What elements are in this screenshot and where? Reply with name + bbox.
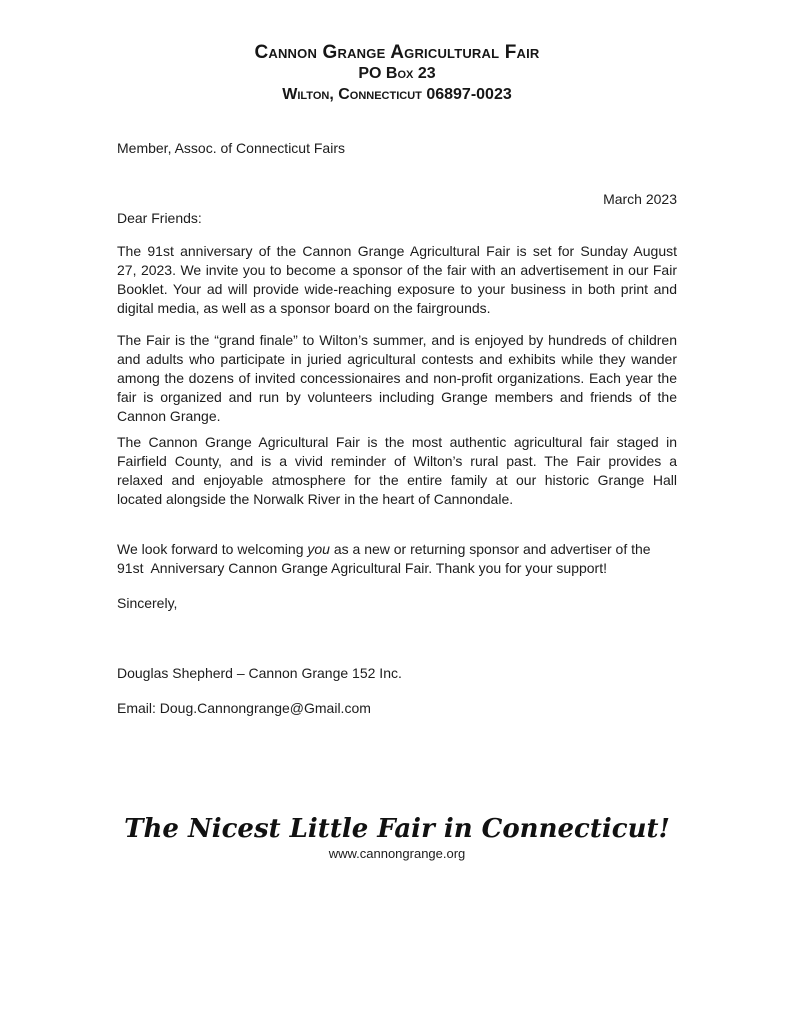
letter-body [117, 242, 677, 578]
member-line: Member, Assoc. of Connecticut Fairs [117, 140, 345, 156]
paragraph-line: The Cannon Grange Agricultural Fair is the most authentic agricultural fair staged in [117, 434, 677, 450]
paragraph-line: among the dozens of invited concessionaires and non-profit organizations. Each year the [117, 370, 677, 386]
email-line: Email: Doug.Cannongrange@Gmail.com [117, 700, 371, 716]
footer-tagline: The Nicest Little Fair in Connecticut! [124, 814, 670, 844]
paragraph [117, 433, 677, 509]
letterhead-city-line: Wilton, Connecticut 06897-0023 [282, 86, 512, 103]
paragraph [117, 242, 677, 318]
letterhead [117, 0, 677, 105]
paragraph [117, 331, 677, 426]
paragraph-line: 27, 2023. We invite you to become a sponsor of the fair with an advertisement in our Fair [117, 262, 677, 278]
paragraph-line: Cannon Grange. [117, 408, 221, 424]
paragraph-line: located alongside the Norwalk River in the heart of Cannondale. [117, 491, 514, 507]
letter-footer [117, 814, 677, 862]
paragraph-line: 91st Anniversary Cannon Grange Agricultural Fair. Thank you for your support! [117, 560, 607, 576]
paragraph-line: Fairfield County, and is a vivid reminder of Wilton’s rural past. The Fair provides a [117, 453, 677, 469]
paragraph [117, 540, 677, 578]
paragraph-line: The Fair is the “grand finale” to Wilton’s summer, and is enjoyed by hundreds of children [117, 332, 677, 348]
salutation: Dear Friends: [117, 210, 202, 226]
paragraph-line: The 91st anniversary of the Cannon Grange Agricultural Fair is set for Sunday August [117, 243, 677, 259]
paragraph-line: We look forward to welcoming you as a new or returning sponsor and advertiser of the [117, 541, 651, 557]
letterhead-po-box: PO Box 23 [358, 65, 436, 82]
paragraph-line: fair is organized and run by volunteers including Grange members and friends of the [117, 389, 677, 405]
closing: Sincerely, [117, 595, 178, 611]
paragraph-line: digital media, as well as a sponsor board on the fairgrounds. [117, 300, 491, 316]
letter-date: March 2023 [603, 191, 677, 207]
paragraph-line: Booklet. Your ad will provide wide-reaching exposure to your business in both print and [117, 281, 677, 297]
signature-name-line: Douglas Shepherd – Cannon Grange 152 Inc. [117, 665, 402, 681]
paragraph-line: relaxed and enjoyable atmosphere for the entire family at our historic Grange Hall [117, 472, 677, 488]
paragraph-line: and adults who participate in juried agricultural contests and exhibits while they wander [117, 351, 677, 367]
letterhead-organization: Cannon Grange Agricultural Fair [254, 42, 540, 63]
footer-website: www.cannongrange.org [328, 846, 466, 861]
